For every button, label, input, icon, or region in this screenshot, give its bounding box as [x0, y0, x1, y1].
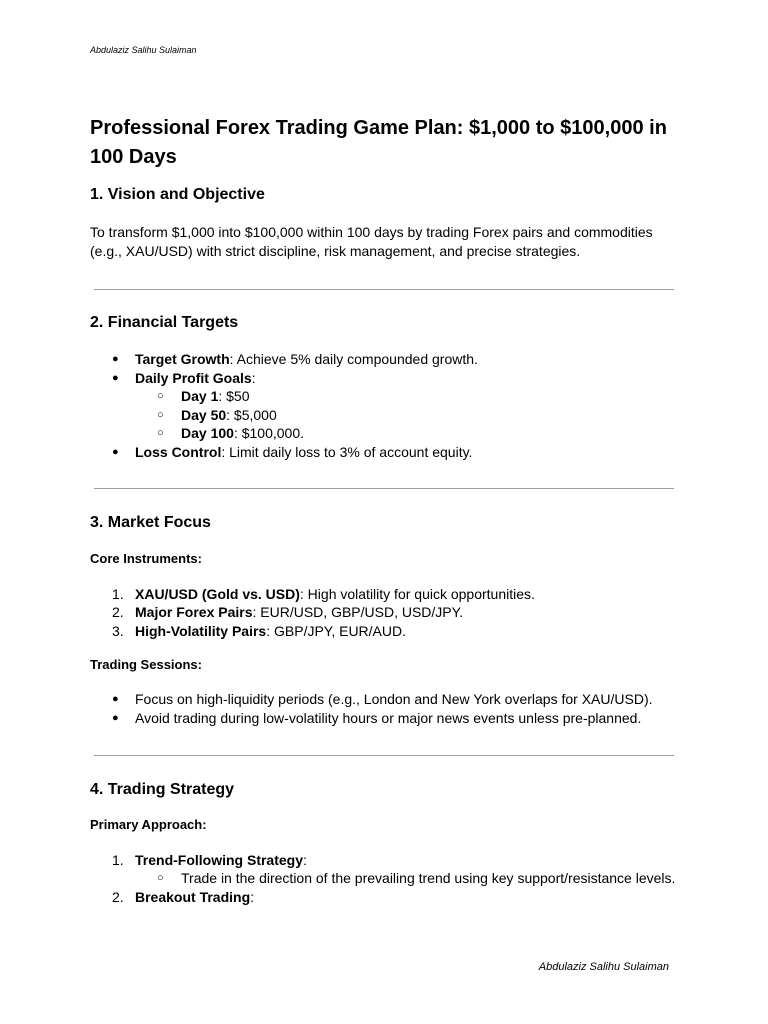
section-3-heading: 3. Market Focus: [90, 513, 211, 531]
sub-list-item: ○ Day 50: $5,000: [157, 406, 277, 423]
list-item: 1. Trend-Following Strategy:: [112, 851, 307, 868]
bullet-icon: ●: [112, 693, 119, 706]
list-item: 1. XAU/USD (Gold vs. USD): High volatility for quick opportunities.: [112, 585, 535, 602]
circle-bullet-icon: ○: [157, 427, 164, 440]
section-1-text: To transform $1,000 into $100,000 within 100 days by trading Forex pairs and commodities (e.g., XAU/USD) with strict discipline, risk management, and precise strategies.: [90, 224, 653, 259]
financial-targets-list: [90, 350, 680, 462]
section-4-heading: 4. Trading Strategy: [90, 780, 235, 798]
section-1-heading: 1. Vision and Objective: [90, 186, 265, 203]
trading-sessions-label: Trading Sessions:: [90, 657, 202, 673]
sub-list-item: ○ Trade in the direction of the prevailing trend using key support/resistance levels.: [157, 870, 676, 887]
list-item: ● Focus on high-liquidity periods (e.g., London and New York overlaps for XAU/USD).: [112, 691, 653, 708]
primary-approach-label: Primary Approach:: [90, 816, 207, 832]
core-instruments-list: [90, 585, 680, 641]
list-item: 3. High-Volatility Pairs: GBP/JPY, EUR/AUD.: [112, 622, 406, 639]
bullet-icon: ●: [112, 371, 119, 384]
list-item: ● Loss Control: Limit daily loss to 3% of account equity.: [112, 443, 473, 460]
page-header-author: Abdulaziz Salihu Sulaiman: [90, 45, 197, 55]
list-item: ● Avoid trading during low-volatility hours or major news events unless pre-planned.: [112, 709, 642, 726]
bullet-icon: ●: [112, 445, 119, 458]
circle-bullet-icon: ○: [157, 390, 164, 403]
sub-list-item: ○ Day 100: $100,000.: [157, 425, 304, 442]
bullet-icon: ●: [112, 711, 119, 724]
section-2-heading: 2. Financial Targets: [90, 314, 239, 331]
strategy-list: [90, 851, 680, 907]
bullet-icon: ●: [112, 353, 119, 365]
list-item: ● Daily Profit Goals:: [112, 369, 256, 386]
document-title: Professional Forex Trading Game Plan: $1,000 to $100,000 in 100 Days: [90, 117, 667, 168]
list-item: ● Target Growth: Achieve 5% daily compounded growth.: [112, 351, 478, 367]
circle-bullet-icon: ○: [157, 872, 164, 885]
list-item: 2. Major Forex Pairs: EUR/USD, GBP/USD, USD/JPY.: [112, 604, 464, 621]
circle-bullet-icon: ○: [157, 408, 164, 421]
page-footer-author: Abdulaziz Salihu Sulaiman: [538, 961, 669, 973]
sub-list-item: ○ Day 1: $50: [157, 388, 250, 405]
list-item: 2. Breakout Trading:: [112, 888, 255, 905]
document-body: [90, 114, 680, 906]
core-instruments-label: Core Instruments:: [90, 550, 202, 566]
trading-sessions-list: [90, 690, 680, 727]
